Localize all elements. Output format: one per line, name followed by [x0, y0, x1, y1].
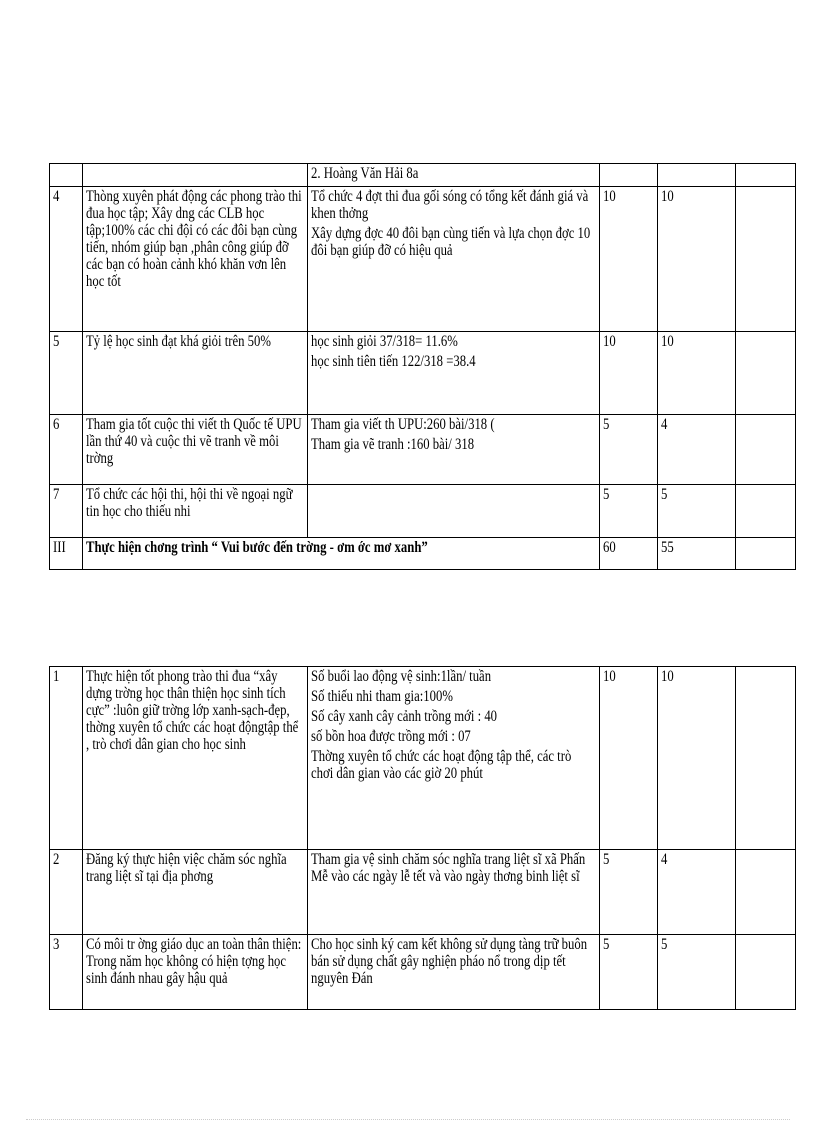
- table-row: [50, 415, 796, 485]
- table-row: [50, 164, 796, 187]
- row-number-cell-text: 2: [53, 851, 60, 868]
- note-cell: [736, 485, 796, 538]
- row-number-cell-text: 6: [53, 416, 60, 433]
- max-score-cell: [600, 538, 658, 570]
- max-score-cell-text: 5: [603, 851, 610, 868]
- details-cell: [308, 415, 600, 485]
- achieved-score-cell: [658, 332, 736, 415]
- row-number-cell: [50, 187, 83, 332]
- row-number-cell: [50, 415, 83, 485]
- row-number-cell-text: 4: [53, 188, 60, 205]
- evaluation-table-bottom: [49, 666, 796, 1010]
- criterion-cell: [83, 667, 308, 850]
- max-score-cell: [600, 187, 658, 332]
- details-cell: [308, 667, 600, 850]
- details-wrap: [311, 936, 596, 987]
- achieved-score-cell: [658, 935, 736, 1010]
- detail-line: Tham gia viết th UPU:260 bài/318 (: [311, 416, 495, 433]
- max-score-cell-text: 5: [603, 416, 610, 433]
- row-number-cell-text: 5: [53, 333, 60, 350]
- max-score-cell-text: 10: [603, 333, 616, 350]
- section-title-cell: [83, 538, 600, 570]
- max-score-cell: [600, 332, 658, 415]
- details-cell: [308, 935, 600, 1010]
- detail-line: 2. Hoàng Văn Hải 8a: [311, 165, 419, 182]
- achieved-score-cell-text: 10: [661, 668, 674, 685]
- max-score-cell-text: 10: [603, 668, 616, 685]
- detail-line: Số cây xanh cây cảnh trồng mới : 40: [311, 708, 498, 725]
- criterion-cell: [83, 164, 308, 187]
- details-cell: [308, 850, 600, 935]
- note-cell: [736, 415, 796, 485]
- max-score-cell: [600, 485, 658, 538]
- max-score-cell: [600, 667, 658, 850]
- criterion-cell-text: Tham gia tốt cuộc thi viết th Quốc tế UPU lần thứ 40 và cuộc thi vẽ tranh về môi trờng: [86, 416, 302, 467]
- page-bottom-divider: [26, 1119, 790, 1120]
- details-cell: [308, 187, 600, 332]
- row-number-cell-text: 7: [53, 486, 60, 503]
- criterion-cell-text: Tổ chức các hội thi, hội thi về ngoại ngữ tin học cho thiếu nhi: [86, 486, 293, 520]
- criterion-cell-text: Thực hiện tốt phong trào thi đua “xây dựng trờng học thân thiện học sinh tích cực” :luôn giữ trờng lớp xanh-sạch-đẹp, thờng xuyên tổ chức các hoạt độngtập thể , trò chơi dân gian cho học sinh: [86, 668, 299, 753]
- note-cell: [736, 935, 796, 1010]
- max-score-cell: [600, 935, 658, 1010]
- table-row: [50, 332, 796, 415]
- max-score-cell-text: 5: [603, 936, 610, 953]
- detail-line: học sinh tiên tiến 122/318 =38.4: [311, 353, 476, 370]
- criterion-cell: [83, 332, 308, 415]
- criterion-cell-text: Tỷ lệ học sinh đạt khá giỏi trên 50%: [86, 333, 271, 350]
- table-row: [50, 187, 796, 332]
- row-number-cell-text: 1: [53, 668, 60, 685]
- details-wrap: [311, 668, 596, 782]
- max-score-cell-text: 10: [603, 188, 616, 205]
- achieved-score-cell-text: 5: [661, 486, 668, 503]
- detail-line: số bồn hoa được trồng mới : 07: [311, 728, 471, 745]
- table-row: [50, 935, 796, 1010]
- criterion-cell: [83, 415, 308, 485]
- detail-line: Tham gia vệ sinh chăm sóc nghĩa trang liệt sĩ xã Phấn Mễ vào các ngày lễ tết và vào ngày thơng binh liệt sĩ: [311, 851, 586, 885]
- row-number-cell-text: III: [53, 539, 66, 556]
- achieved-score-cell: [658, 850, 736, 935]
- achieved-score-cell: [658, 187, 736, 332]
- row-number-cell: [50, 935, 83, 1010]
- max-score-cell-text: 5: [603, 486, 610, 503]
- achieved-score-cell: [658, 415, 736, 485]
- note-cell: [736, 332, 796, 415]
- achieved-score-cell: [658, 485, 736, 538]
- note-cell: [736, 164, 796, 187]
- achieved-score-cell-text: 10: [661, 188, 674, 205]
- detail-line: Số buổi lao động vệ sinh:1lần/ tuần: [311, 668, 492, 685]
- note-cell: [736, 667, 796, 850]
- achieved-score-cell: [658, 667, 736, 850]
- max-score-cell: [600, 164, 658, 187]
- details-wrap: [311, 851, 596, 885]
- detail-line: Cho học sinh ký cam kết không sử dụng tàng trữ buôn bán sử dụng chất gây nghiện pháo nổ trong dịp tết nguyên Đán: [311, 936, 588, 987]
- max-score-cell: [600, 850, 658, 935]
- row-number-cell: [50, 485, 83, 538]
- achieved-score-cell-text: 4: [661, 851, 668, 868]
- max-score-cell: [600, 415, 658, 485]
- detail-line: Tham gia vẽ tranh :160 bài/ 318: [311, 436, 475, 453]
- details-wrap: [311, 188, 596, 259]
- achieved-score-cell-text: 4: [661, 416, 668, 433]
- note-cell: [736, 538, 796, 570]
- row-number-cell: [50, 538, 83, 570]
- detail-line: Xây dựng đợc 40 đôi bạn cùng tiến và lựa chọn đợc 10 đôi bạn giúp đỡ có hiệu quả: [311, 225, 591, 259]
- detail-line: Tổ chức 4 đợt thi đua gối sóng có tổng kết đánh giá và khen thởng: [311, 188, 589, 222]
- row-number-cell: [50, 332, 83, 415]
- row-number-cell: [50, 850, 83, 935]
- details-wrap: [311, 165, 596, 182]
- criterion-cell: [83, 485, 308, 538]
- max-score-cell-text: 60: [603, 539, 616, 556]
- achieved-score-cell-text: 55: [661, 539, 674, 556]
- achieved-score-cell-text: 10: [661, 333, 674, 350]
- detail-line: Thờng xuyên tổ chức các hoạt động tập thể, các trò chơi dân gian vào các giờ 20 phút: [311, 748, 572, 782]
- criterion-cell: [83, 850, 308, 935]
- table-row: [50, 850, 796, 935]
- criterion-cell-text: Đăng ký thực hiện việc chăm sóc nghĩa trang liệt sĩ tại địa phơng: [86, 851, 287, 885]
- section-title-cell-text: Thực hiện chơng trình “ Vui bước đến trờng - ơm ớc mơ xanh”: [86, 539, 428, 556]
- table-row: [50, 538, 796, 570]
- details-wrap: [311, 333, 596, 370]
- row-number-cell: [50, 164, 83, 187]
- details-wrap: [311, 416, 596, 453]
- note-cell: [736, 850, 796, 935]
- details-cell: [308, 332, 600, 415]
- note-cell: [736, 187, 796, 332]
- achieved-score-cell: [658, 164, 736, 187]
- criterion-cell-text: Có môi tr ờng giáo dục an toàn thân thiện: Trong năm học không có hiện tợng học sinh đánh nhau gây hậu quả: [86, 936, 302, 987]
- details-cell: [308, 164, 600, 187]
- criterion-cell-text: Thòng xuyên phát động các phong trào thi đua học tập; Xây dng các CLB học tập;100% các chi đội có các đôi bạn cùng tiến, nhóm giúp bạn ,phân công giúp đỡ các bạn có hoàn cảnh khó khăn vơn lên học tốt: [86, 188, 302, 290]
- table-row: [50, 485, 796, 538]
- row-number-cell: [50, 667, 83, 850]
- row-number-cell-text: 3: [53, 936, 60, 953]
- criterion-cell: [83, 935, 308, 1010]
- achieved-score-cell-text: 5: [661, 936, 668, 953]
- detail-line: Số thiếu nhi tham gia:100%: [311, 688, 453, 705]
- criterion-cell: [83, 187, 308, 332]
- detail-line: học sinh giỏi 37/318= 11.6%: [311, 333, 458, 350]
- details-cell: [308, 485, 600, 538]
- table-row: [50, 667, 796, 850]
- achieved-score-cell: [658, 538, 736, 570]
- evaluation-table-top: [49, 163, 796, 570]
